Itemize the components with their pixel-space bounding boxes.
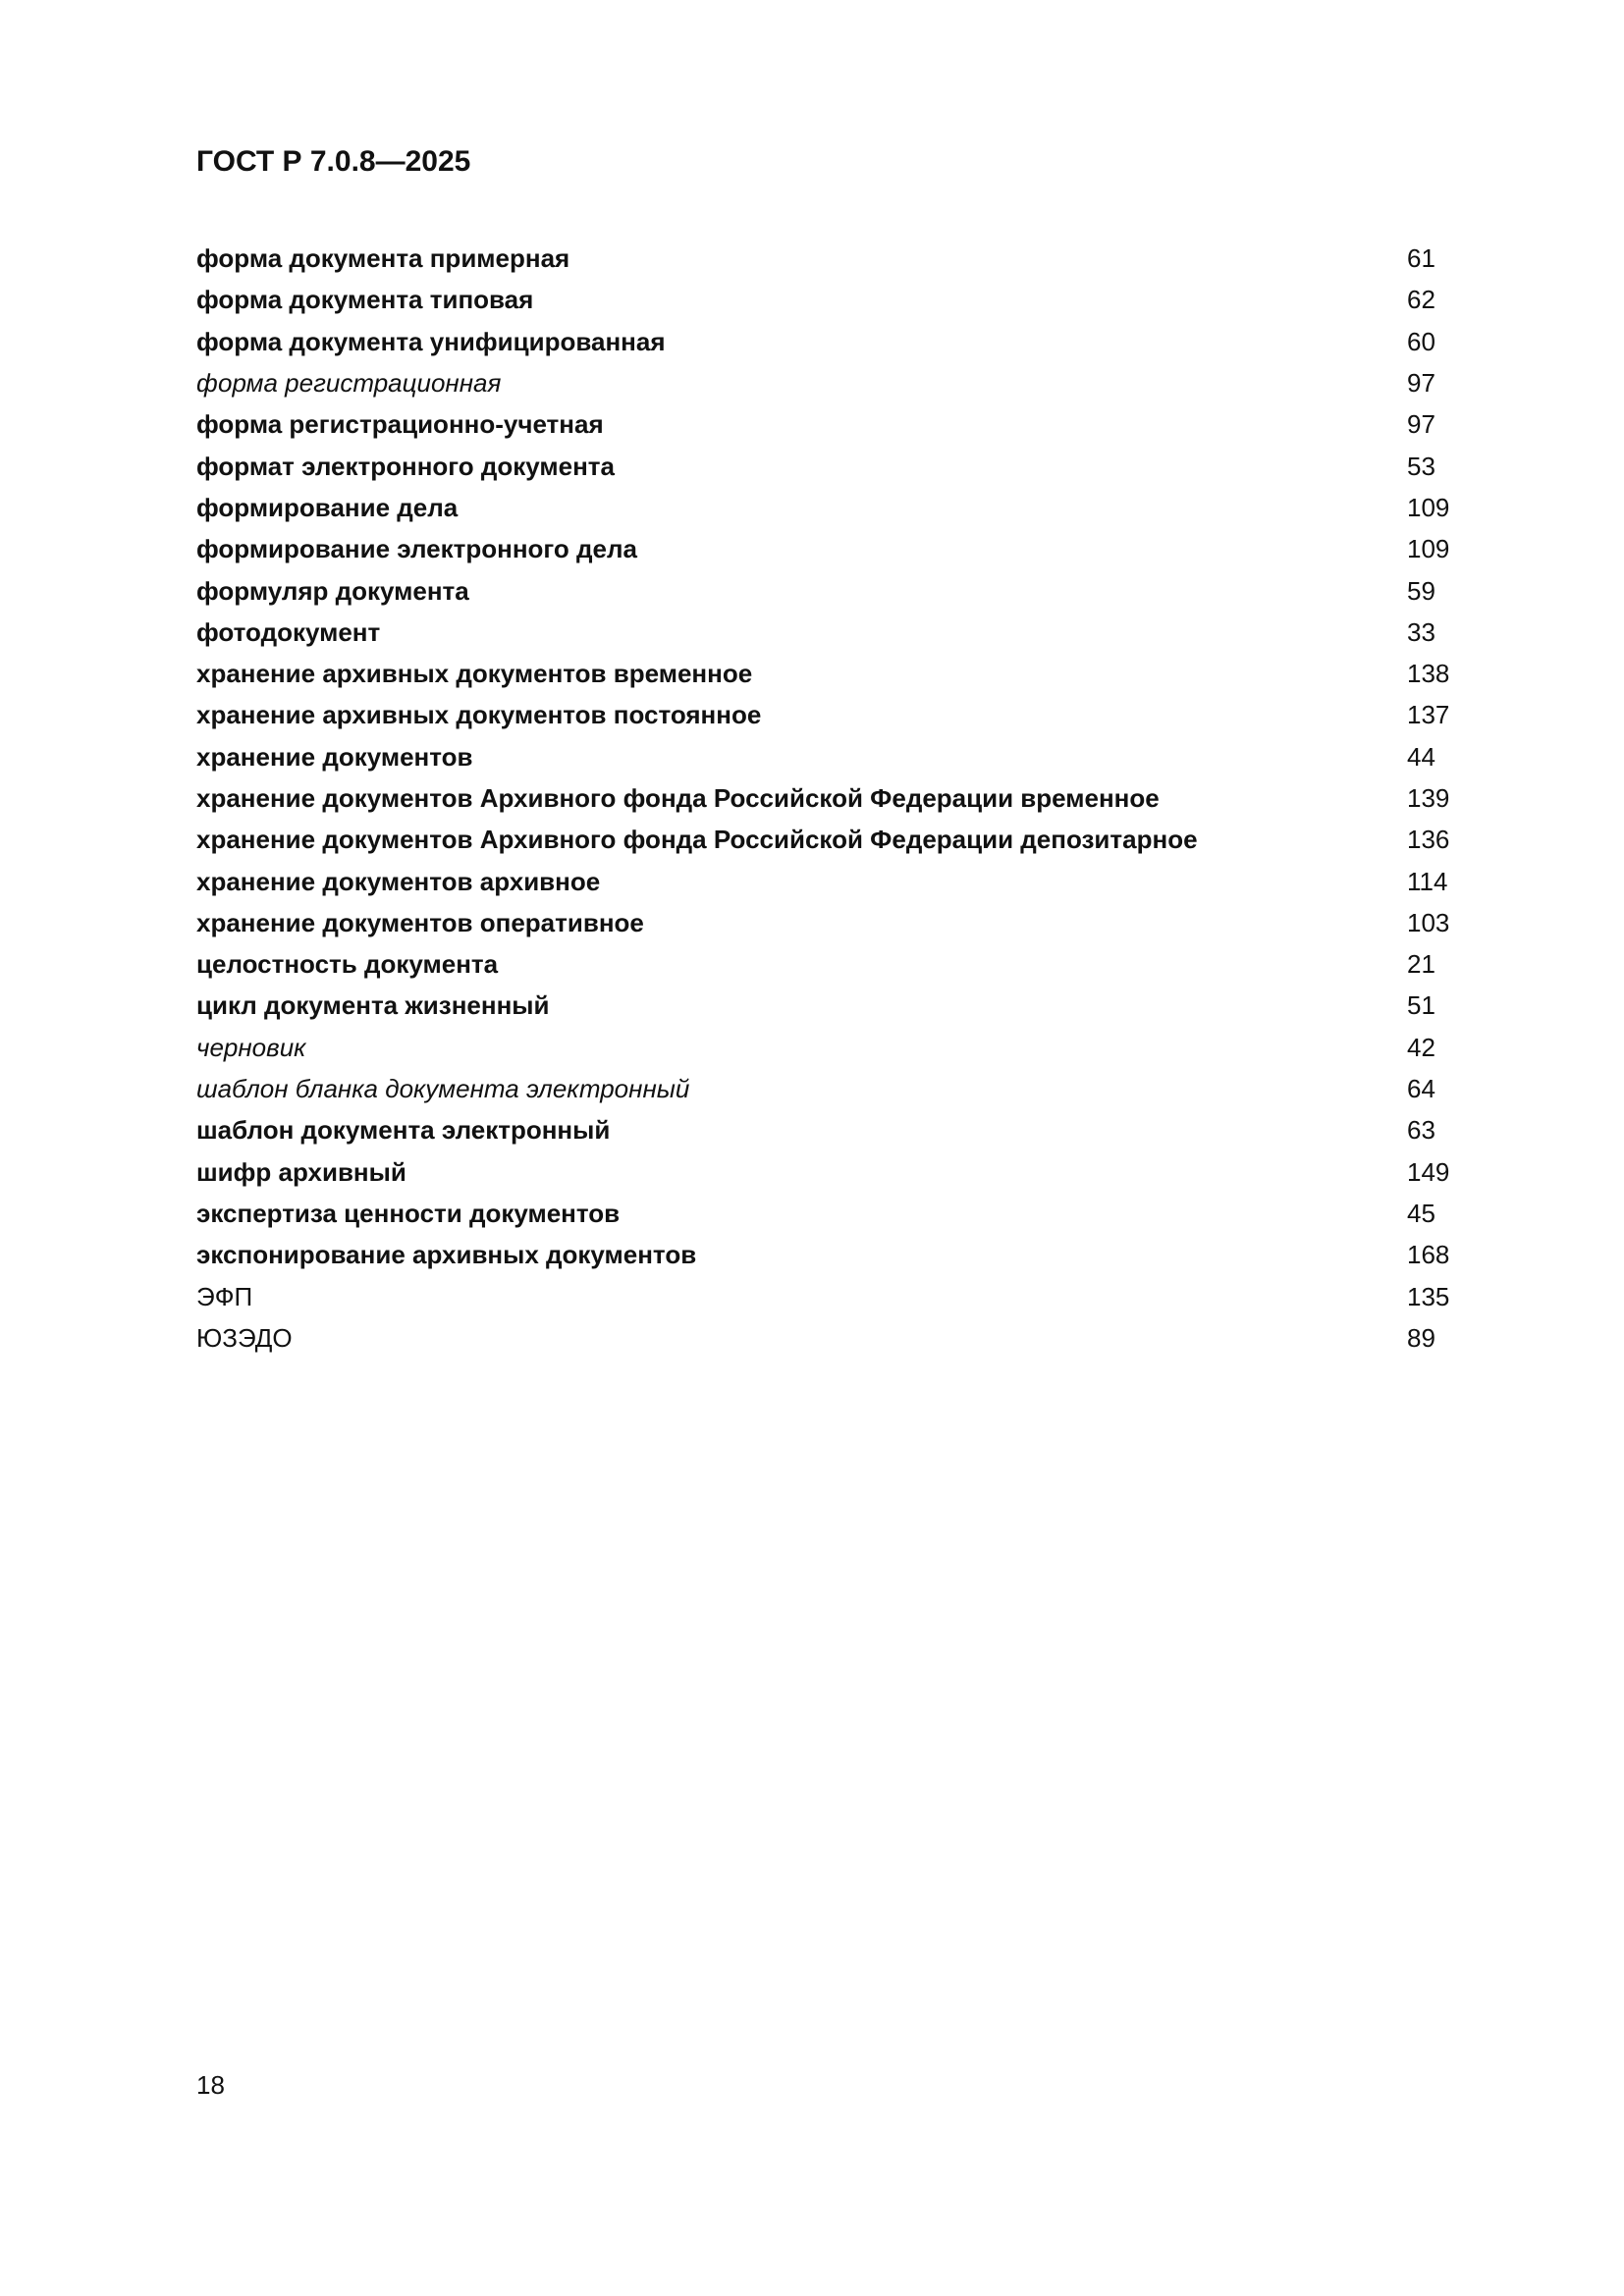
- index-term-label: цикл документа жизненный: [196, 990, 550, 1021]
- index-entry-row: [196, 1234, 1502, 1275]
- index-entry-row: [196, 860, 1502, 901]
- index-entry-row: [196, 902, 1502, 943]
- index-term-label: экспертиза ценности документов: [196, 1198, 621, 1228]
- index-term-label: ЮЗЭДО: [196, 1322, 293, 1353]
- index-term-page-number: 61: [1407, 243, 1435, 274]
- index-term-label: ЭФП: [196, 1281, 253, 1311]
- index-entry-row: [196, 569, 1502, 611]
- index-term-label: формат электронного документа: [196, 451, 615, 481]
- index-entry-row: [196, 819, 1502, 860]
- index-term-label: формирование дела: [196, 492, 459, 522]
- index-term-label: хранение документов архивное: [196, 866, 601, 896]
- index-term-page-number: 53: [1407, 451, 1435, 481]
- index-term-page-number: 59: [1407, 575, 1435, 606]
- index-term-page-number: 44: [1407, 741, 1435, 772]
- index-entry-row: [196, 985, 1502, 1026]
- index-entry-row: [196, 1275, 1502, 1316]
- index-term-page-number: 89: [1407, 1322, 1435, 1353]
- alphabetical-index-list: [196, 238, 1502, 1359]
- index-term-page-number: 103: [1407, 907, 1450, 937]
- index-term-label: форма документа примерная: [196, 243, 570, 274]
- index-entry-row: [196, 1068, 1502, 1109]
- index-entry-row: [196, 279, 1502, 320]
- index-entry-row: [196, 653, 1502, 694]
- index-entry-row: [196, 1109, 1502, 1150]
- index-term-page-number: 62: [1407, 285, 1435, 315]
- index-term-label: шифр архивный: [196, 1156, 406, 1187]
- index-term-page-number: 21: [1407, 949, 1435, 980]
- index-term-label: хранение документов: [196, 741, 473, 772]
- index-entry-row: [196, 943, 1502, 985]
- index-entry-row: [196, 528, 1502, 569]
- index-term-page-number: 63: [1407, 1115, 1435, 1146]
- index-entry-row: [196, 1151, 1502, 1193]
- index-term-page-number: 109: [1407, 534, 1450, 564]
- index-term-page-number: 33: [1407, 616, 1435, 647]
- index-term-label: формуляр документа: [196, 575, 469, 606]
- index-term-page-number: 135: [1407, 1281, 1450, 1311]
- index-term-label: шаблон бланка документа электронный: [196, 1074, 690, 1104]
- index-term-page-number: 109: [1407, 492, 1450, 522]
- index-term-page-number: 60: [1407, 326, 1435, 356]
- index-term-label: черновик: [196, 1032, 306, 1062]
- index-term-label: целостность документа: [196, 949, 499, 980]
- index-term-label: фотодокумент: [196, 616, 381, 647]
- index-term-label: хранение архивных документов временное: [196, 659, 753, 689]
- index-term-page-number: 136: [1407, 825, 1450, 855]
- index-entry-row: [196, 238, 1502, 279]
- index-term-page-number: 45: [1407, 1198, 1435, 1228]
- index-entry-row: [196, 1317, 1502, 1359]
- index-term-label: формирование электронного дела: [196, 534, 637, 564]
- index-term-label: форма регистрационно-учетная: [196, 409, 604, 440]
- index-term-label: хранение документов оперативное: [196, 907, 644, 937]
- index-entry-row: [196, 777, 1502, 819]
- index-entry-row: [196, 445, 1502, 486]
- index-term-page-number: 114: [1407, 866, 1448, 896]
- index-term-page-number: 138: [1407, 659, 1450, 689]
- index-term-label: хранение архивных документов постоянное: [196, 700, 762, 730]
- index-entry-row: [196, 1027, 1502, 1068]
- index-entry-row: [196, 403, 1502, 445]
- index-entry-row: [196, 487, 1502, 528]
- index-term-label: хранение документов Архивного фонда Российской Федерации депозитарное: [196, 825, 1198, 855]
- index-term-page-number: 51: [1407, 990, 1435, 1021]
- index-term-label: экспонирование архивных документов: [196, 1240, 697, 1270]
- index-term-label: форма документа типовая: [196, 285, 534, 315]
- index-term-page-number: 139: [1407, 783, 1450, 813]
- index-term-page-number: 64: [1407, 1074, 1435, 1104]
- index-term-page-number: 97: [1407, 368, 1435, 399]
- index-entry-row: [196, 736, 1502, 777]
- index-term-page-number: 137: [1407, 700, 1450, 730]
- index-term-label: хранение документов Архивного фонда Российской Федерации временное: [196, 783, 1160, 813]
- index-term-label: форма документа унифицированная: [196, 326, 666, 356]
- index-entry-row: [196, 362, 1502, 403]
- index-entry-row: [196, 1193, 1502, 1234]
- index-entry-row: [196, 612, 1502, 653]
- index-term-page-number: 168: [1407, 1240, 1450, 1270]
- standard-designation-header: ГОСТ Р 7.0.8—2025: [196, 145, 471, 178]
- index-term-page-number: 97: [1407, 409, 1435, 440]
- index-entry-row: [196, 694, 1502, 735]
- index-term-page-number: 149: [1407, 1156, 1450, 1187]
- index-term-label: форма регистрационная: [196, 368, 502, 399]
- index-entry-row: [196, 321, 1502, 362]
- index-term-page-number: 42: [1407, 1032, 1435, 1062]
- index-term-label: шаблон документа электронный: [196, 1115, 611, 1146]
- page-number-footer: 18: [196, 2070, 225, 2100]
